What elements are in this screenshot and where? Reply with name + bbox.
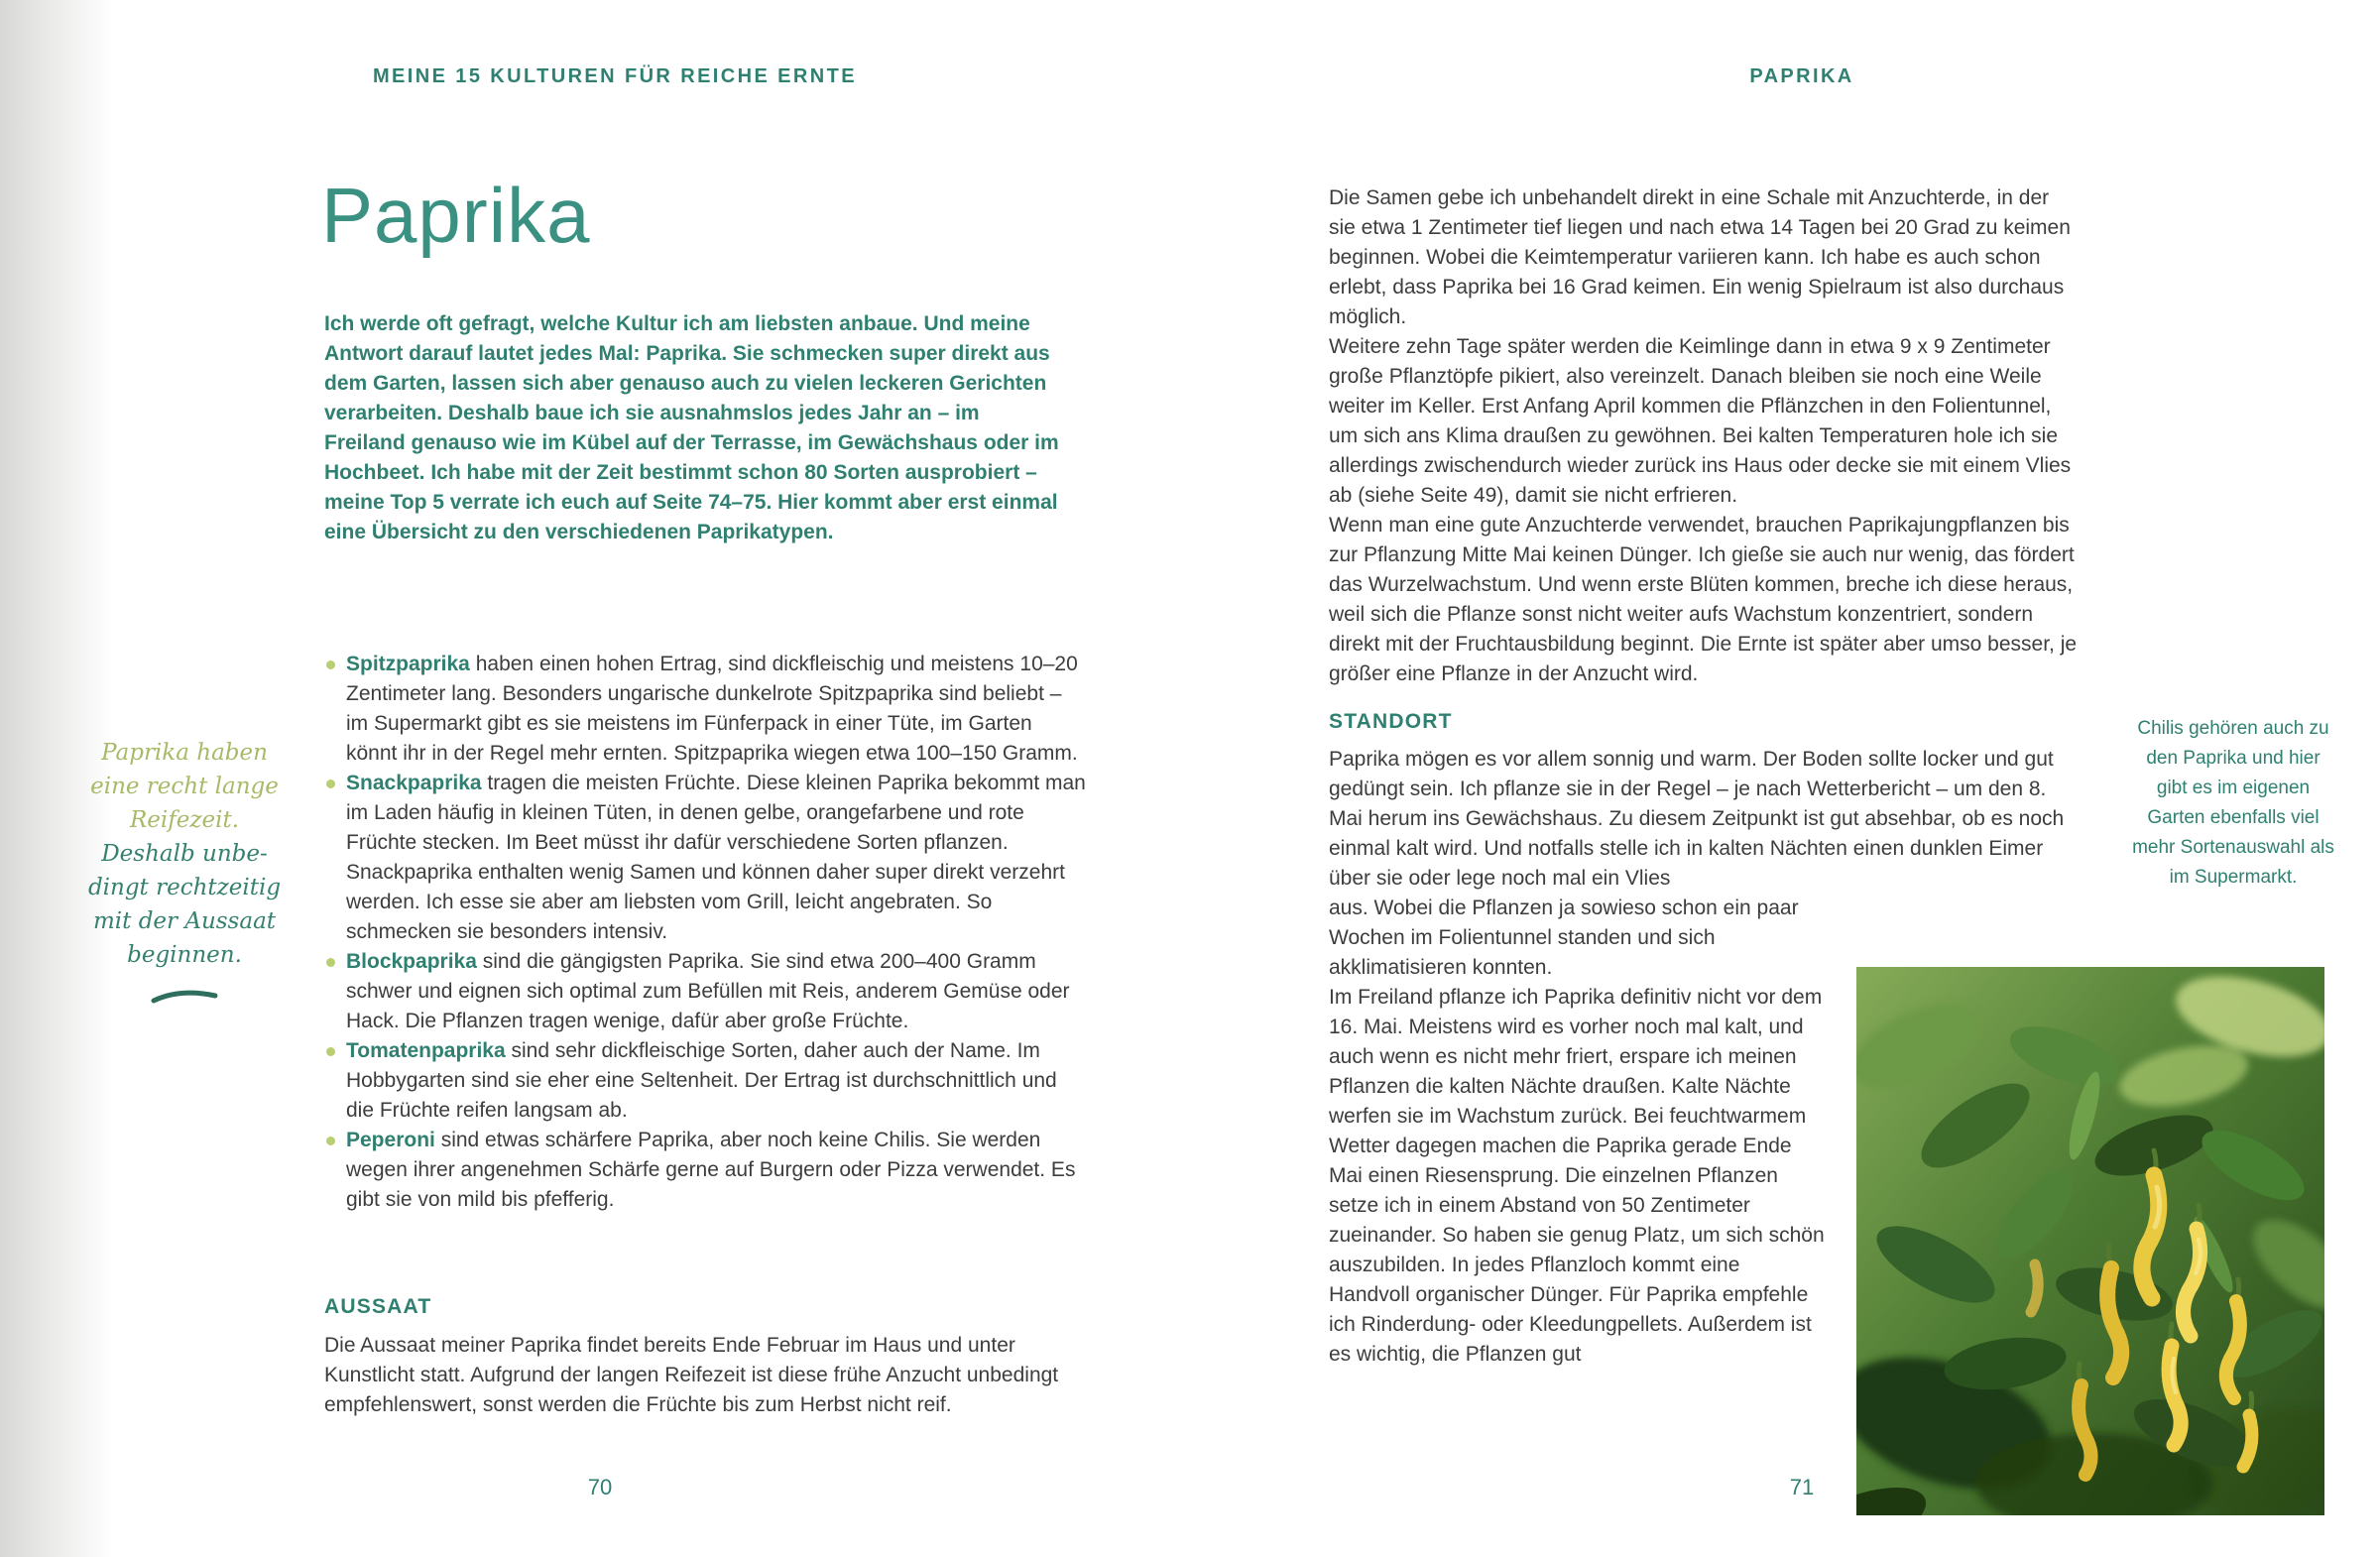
handwriting-line: mit der Aussaat — [92, 908, 277, 934]
body-paragraph: Weitere zehn Tage später werden die Keimlinge dann in etwa 9 x 9 Zentimeter große Pflanztöpfe pikiert, also vereinzelt. Danach bleiben sie noch eine Weile weiter im Keller. Erst Anfang April kommen die Pflänzchen in den Folientunnel, um sich ans Klima draußen zu gewöhnen. Bei kalten Temperaturen hole ich sie allerdings zwischendurch wieder zurück ins Haus oder decke sie mit einem Vlies ab (siehe Seite 49), damit sie nicht erfrieren. — [1329, 335, 2072, 507]
handwriting-line: eine recht lange — [90, 774, 279, 799]
type-description: haben einen hohen Ertrag, sind dickfleischig und meistens 10–20 Zentimeter lang. Besonders ungarische dunkelrote Spitzpaprika sind beliebt – im Supermarkt gibt es sie meistens im Fünferpack in einer Tüte, im Garten könnt ihr in der Regel mehr ernten. Spitzpaprika wiegen etwa 100–150 Gramm. — [346, 653, 1078, 765]
type-name: Snackpaprika — [346, 772, 482, 794]
bullet-dot — [326, 779, 335, 788]
bullet-dot — [326, 1137, 335, 1145]
bullet-dot — [326, 958, 335, 967]
type-description: sind etwas schärfere Paprika, aber noch keine Chilis. Sie werden wegen ihrer angenehmen Schärfe gerne auf Burgern oder Pizza verwendet. Es gibt sie von mild bis pfefferig. — [346, 1129, 1076, 1211]
running-head-left: MEINE 15 KULTUREN FÜR REICHE ERNTE — [373, 65, 857, 87]
bullet-dot — [326, 660, 335, 669]
list-item — [324, 1036, 1086, 1126]
paprika-types-list — [324, 650, 1086, 1215]
handwriting-line: Reifezeit. — [129, 807, 240, 833]
list-item — [324, 769, 1086, 947]
list-item — [324, 1126, 1086, 1215]
handwriting-line: Paprika haben — [101, 740, 268, 766]
type-name: Peperoni — [346, 1129, 435, 1151]
aussaat-text: Die Aussaat meiner Paprika findet bereits Ende Februar im Haus und unter Kunstlicht statt. Aufgrund der langen Reifezeit ist diese frühe Anzucht unbedingt empfehlenswert, sonst werden die Früchte bis zum Herbst nicht reif. — [324, 1334, 1059, 1416]
handwriting-underline-flourish — [65, 982, 303, 1016]
type-description: sind sehr dickfleischige Sorten, daher auch der Name. Im Hobbygarten sind sie eher eine Seltenheit. Der Ertrag ist durchschnittlich und die Früchte reifen langsam ab. — [346, 1039, 1057, 1122]
section-heading-aussaat: AUSSAAT — [324, 1295, 432, 1318]
type-name: Tomatenpaprika — [346, 1039, 506, 1062]
standort-text: Im Freiland pflanze ich Paprika definitiv nicht vor dem 16. Mai. Meistens wird es vorher noch mal kalt, und auch wenn es nicht mehr friert, erspare ich meinen Pflanzen die kalten Nächte draußen. Kalte Nächte werfen sie im Wachstum zurück. Bei feuchtwarmem Wetter dagegen machen die Paprika gerade Ende Mai einen Riesensprung. Die einzelnen Pflanzen setze ich in einem Abstand von 50 Zentimeter zueinander. So haben sie genug Platz, um sich schön auszubilden. In jedes Pflanzloch kommt eine Handvoll organischer Dünger. Für Paprika empfehle ich Rinderdung- oder Kleedungpellets. Außerdem ist es wichtig, die Pflanzen gut — [1329, 986, 1825, 1366]
body-paragraph: Die Samen gebe ich unbehandelt direkt in eine Schale mit Anzuchterde, in der sie etwa 1 Zentimeter tief liegen und nach etwa 14 Tagen bei 20 Grad zu keimen beginnen. Wobei die Keimtemperatur variieren kann. Ich habe es auch schon erlebt, dass Paprika bei 16 Grad keimen. Ein wenig Spielraum ist also durchaus möglich. — [1329, 186, 2071, 328]
page-title: Paprika — [321, 172, 591, 259]
type-description: tragen die meisten Früchte. Diese kleinen Paprika bekommt man im Laden häufig in kleinen Tüten, in denen gelbe, orangefarbene und rote Früchte stecken. Im Beet müsst ihr dafür verschiedene Sorten pflanzen. Snackpaprika enthalten wenig Samen und können daher super direkt verzehrt werden. Ich esse sie aber am liebsten vom Grill, leicht angebraten. So schmecken sie besonders intensiv. — [346, 772, 1086, 943]
section-heading-standort: STANDORT — [1329, 710, 1453, 733]
intro-paragraph: Ich werde oft gefragt, welche Kultur ich am liebsten anbaue. Und meine Antwort darauf lautet jedes Mal: Paprika. Sie schmecken super direkt aus dem Garten, lassen sich aber genauso auch zu vielen leckeren Gerichten verarbeiten. Deshalb baue ich sie ausnahmslos jedes Jahr an – im Freiland genauso wie im Kübel auf der Terrasse, im Gewächshaus oder im Hochbeet. Ich habe mit der Zeit bestimmt schon 80 Sorten ausprobiert – meine Top 5 verrate ich euch auf Seite 74–75. Hier kommt aber erst einmal eine Übersicht zu den verschiedenen Paprikatypen. — [324, 312, 1059, 543]
running-head-right: PAPRIKA — [1749, 65, 1854, 87]
list-item — [324, 650, 1086, 769]
type-name: Spitzpaprika — [346, 653, 470, 675]
handwriting-line: beginnen. — [127, 942, 242, 968]
standort-text: aus. Wobei die Pflanzen ja sowieso schon ein paar Wochen im Folientunnel standen und sich akklimatisieren konnten. — [1329, 897, 1799, 979]
body-paragraph: Wenn man eine gute Anzuchterde verwendet, brauchen Paprikajungpflanzen bis zur Pflanzung Mitte Mai keinen Dünger. Ich gieße sie auch nur wenig, das fördert das Wurzelwachstum. Und wenn erste Blüten kommen, breche ich diese heraus, weil sich die Pflanze sonst nicht weiter aufs Wachstum konzentriert, sondern direkt mit der Fruchtausbildung beginnt. Die Ernte ist später aber umso besser, je größer eine Pflanze in der Anzucht wird. — [1329, 514, 2078, 685]
list-item — [324, 947, 1086, 1036]
margin-note-handwritten — [65, 736, 303, 1016]
page-number-left: 70 — [587, 1475, 613, 1499]
margin-note-chilis: Chilis gehören auch zu den Paprika und hier gibt es im eigenen Garten ebenfalls viel mehr Sortenauswahl als im Supermarkt. — [2132, 718, 2334, 888]
type-description: sind die gängigsten Paprika. Sie sind etwa 200–400 Gramm schwer und eignen sich optimal zum Befüllen mit Reis, anderem Gemüse oder Hack. Die Pflanzen tragen wenige, dafür aber große Früchte. — [346, 950, 1070, 1032]
type-name: Blockpaprika — [346, 950, 477, 973]
handwriting-line: Deshalb unbe- — [101, 841, 268, 867]
handwriting-line: dingt rechtzeitig — [87, 875, 282, 900]
page-number-right: 71 — [1789, 1475, 1815, 1499]
bullet-dot — [326, 1047, 335, 1056]
standort-text: Paprika mögen es vor allem sonnig und warm. Der Boden sollte locker und gut gedüngt sein. Ich pflanze sie in der Regel – je nach Wetterbericht – um den 8. Mai herum ins Gewächshaus. Zu diesem Zeitpunkt ist gut absehbar, ob es noch einmal kalt wird. Und notfalls stelle ich in kalten Nächten einen dunklen Eimer über sie oder lege noch mal ein Vlies — [1329, 748, 2065, 890]
chili-plant-photo — [1856, 967, 2324, 1515]
